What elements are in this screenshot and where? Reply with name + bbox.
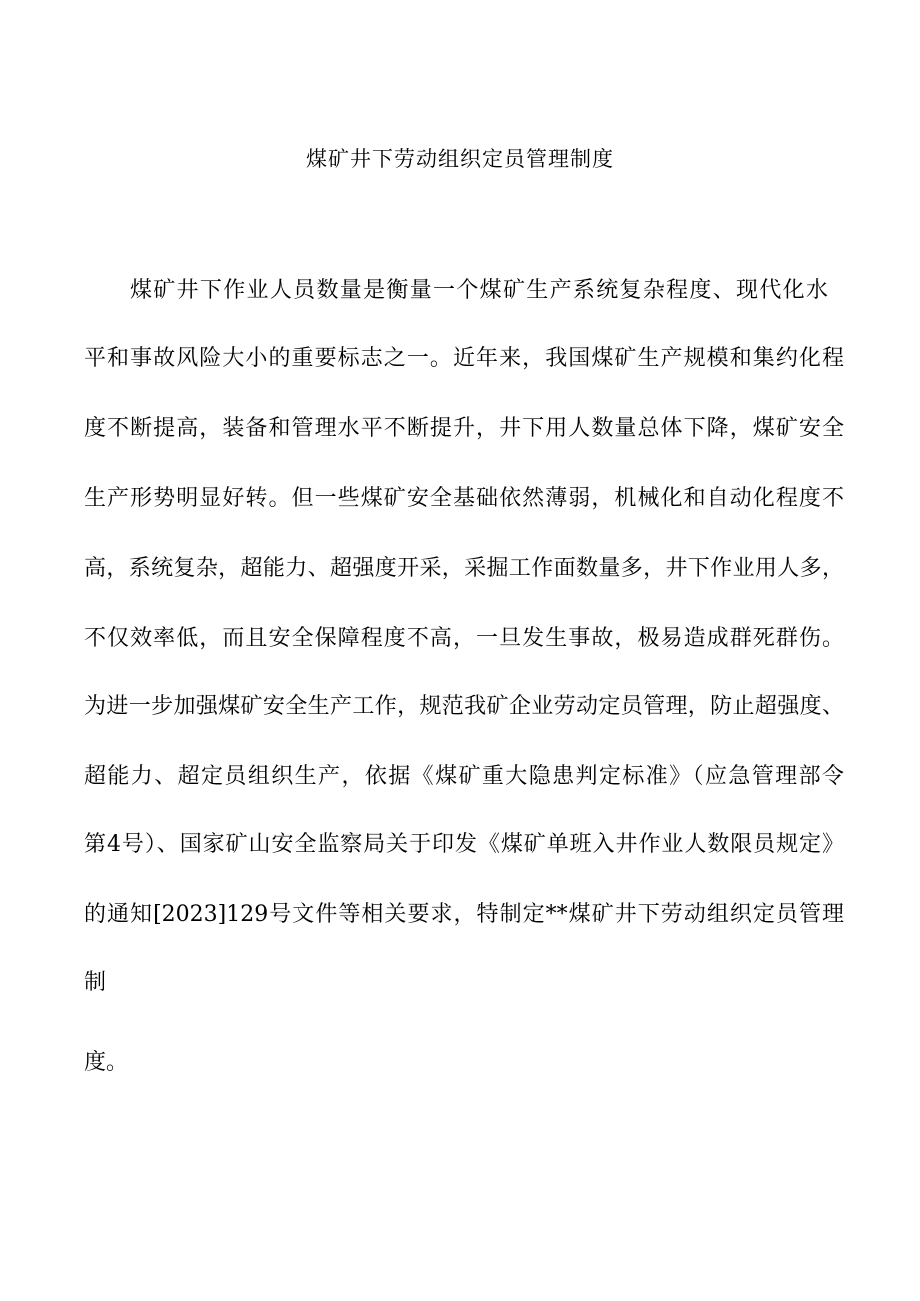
paragraph-line: 平和事故风险大小的重要标志之一。近年来，我国煤矿生产规模和集约化程	[84, 346, 844, 371]
paragraph-line: 煤矿井下作业人员数量是衡量一个煤矿生产系统复杂程度、现代化水	[130, 278, 828, 303]
paragraph-line: 生产形势明显好转。但一些煤矿安全基础依然薄弱，机械化和自动化程度不	[84, 486, 844, 511]
paragraph-line: 为进一步加强煤矿安全生产工作，规范我矿企业劳动定员管理，防止超强度、	[84, 694, 844, 719]
paragraph-line: 第4号）、国家矿山安全监察局关于印发《煤矿单班入井作业人数限员规定》	[84, 832, 844, 857]
paragraph-line: 高，系统复杂，超能力、超强度开采，采掘工作面数量多，井下作业用人多，	[84, 556, 844, 581]
paragraph-line: 度。	[84, 1050, 129, 1075]
paragraph-line: 的通知[2023]129号文件等相关要求，特制定**煤矿井下劳动组织定员管理	[84, 902, 844, 927]
paragraph-line: 超能力、超定员组织生产，依据《煤矿重大隐患判定标准》（应急管理部令	[84, 764, 844, 789]
paragraph-line: 制	[84, 970, 107, 995]
document-title: 煤矿井下劳动组织定员管理制度	[306, 147, 614, 171]
paragraph-line: 度不断提高，装备和管理水平不断提升，井下用人数量总体下降，煤矿安全	[84, 416, 844, 441]
paragraph-line: 不仅效率低，而且安全保障程度不高，一旦发生事故，极易造成群死群伤。	[84, 626, 844, 651]
